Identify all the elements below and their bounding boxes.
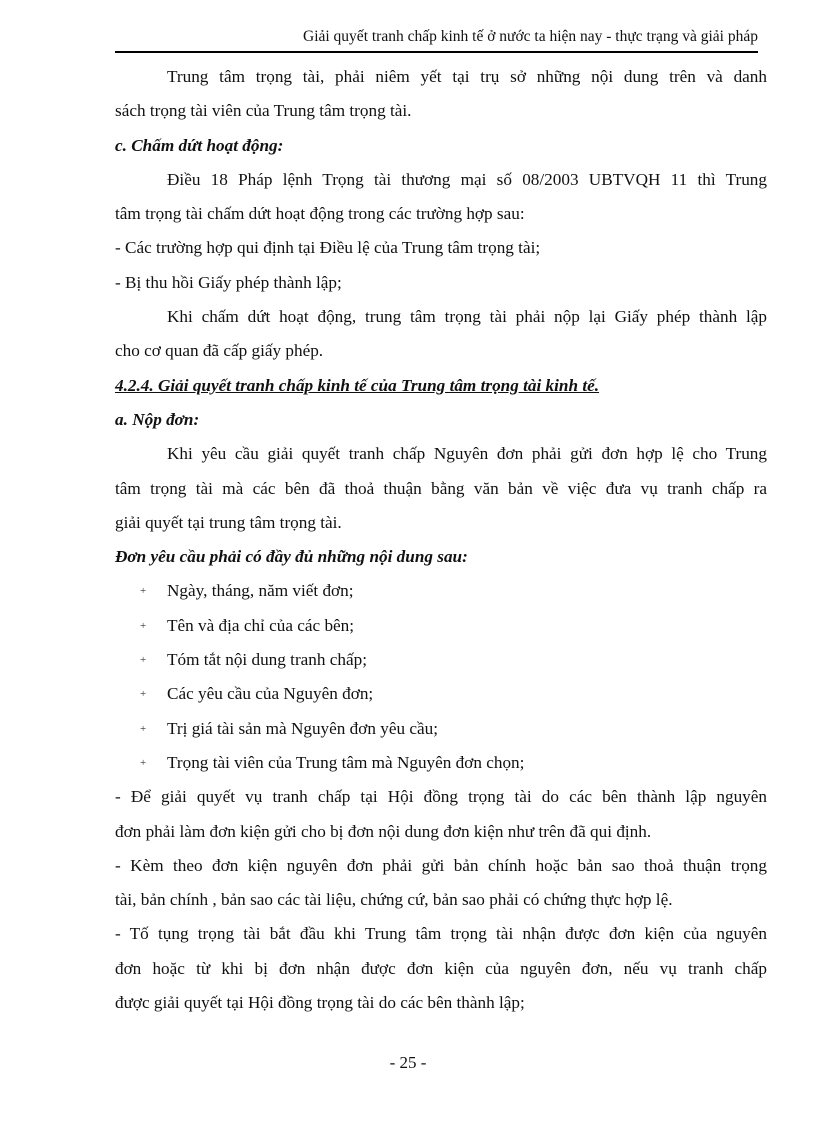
list-item-text: Các yêu cầu của Nguyên đơn;: [167, 684, 374, 704]
paragraph-line: được giải quyết tại Hội đồng trọng tài do các bên thành lập;: [115, 993, 525, 1013]
list-item: [115, 643, 767, 677]
plus-bullet-icon: +: [140, 619, 147, 632]
paragraph-line: - Để giải quyết vụ tranh chấp tại Hội đồng trọng tài do các bên thành lập nguyên: [115, 787, 767, 807]
section-heading-424: 4.2.4. Giải quyết tranh chấp kinh tế của Trung tâm trọng tài kinh tế.: [115, 375, 600, 395]
paragraph-line: sách trọng tài viên của Trung tâm trọng tài.: [115, 101, 412, 121]
list-item: [115, 712, 767, 746]
list-item-text: Trị giá tài sản mà Nguyên đơn yêu cầu;: [167, 718, 438, 738]
page-content: [115, 60, 767, 1020]
paragraph-line: - Kèm theo đơn kiện nguyên đơn phải gửi bản chính hoặc bản sao thoả thuận trọng: [115, 855, 767, 875]
paragraph-line: cho cơ quan đã cấp giấy phép.: [115, 341, 324, 361]
list-item-text: Trọng tài viên của Trung tâm mà Nguyên đơn chọn;: [167, 752, 525, 772]
paragraph-line: giải quyết tại trung tâm trọng tài.: [115, 512, 342, 532]
plus-bullet-icon: +: [140, 654, 147, 667]
page-header: [115, 22, 758, 53]
paragraph-line: Điều 18 Pháp lệnh Trọng tài thương mại số 08/2003 UBTVQH 11 thì Trung: [167, 169, 767, 189]
paragraph-line: Khi yêu cầu giải quyết tranh chấp Nguyên đơn phải gửi đơn hợp lệ cho Trung: [167, 444, 767, 464]
requirements-heading: Đơn yêu cầu phải có đầy đủ những nội dung sau:: [115, 547, 468, 567]
paragraph-line: - Tố tụng trọng tài bắt đầu khi Trung tâm trọng tài nhận được đơn kiện của nguyên: [115, 924, 767, 944]
list-item: [115, 574, 767, 608]
page-number: - 25 -: [389, 1053, 427, 1072]
section-heading-a: a. Nộp đơn:: [115, 409, 200, 429]
paragraph-line: Khi chấm dứt hoạt động, trung tâm trọng tài phải nộp lại Giấy phép thành lập: [167, 307, 767, 327]
plus-bullet-icon: +: [140, 756, 147, 769]
paragraph-line: tài, bản chính , bản sao các tài liệu, chứng cứ, bản sao phải có chứng thực hợp lệ.: [115, 890, 673, 910]
paragraph-line: tâm trọng tài mà các bên đã thoả thuận bằng văn bản về việc đưa vụ tranh chấp ra: [115, 478, 767, 498]
list-item-text: Tóm tắt nội dung tranh chấp;: [167, 650, 367, 670]
dash-item: - Các trường hợp qui định tại Điều lệ của Trung tâm trọng tài;: [115, 238, 541, 258]
dash-item: - Bị thu hồi Giấy phép thành lập;: [115, 272, 342, 292]
plus-bullet-icon: +: [140, 688, 147, 701]
header-title: Giải quyết tranh chấp kinh tế ở nước ta hiện nay - thực trạng và giải pháp: [303, 28, 758, 45]
plus-bullet-icon: +: [140, 722, 147, 735]
paragraph-line: đơn hoặc từ khi bị đơn nhận được đơn kiện của nguyên đơn, nếu vụ tranh chấp: [115, 958, 767, 978]
list-item-text: Ngày, tháng, năm viết đơn;: [167, 581, 354, 601]
section-heading-c: c. Chấm dứt hoạt động:: [115, 135, 284, 155]
paragraph-line: Trung tâm trọng tài, phải niêm yết tại trụ sở những nội dung trên và danh: [167, 67, 767, 86]
paragraph-line: đơn phải làm đơn kiện gửi cho bị đơn nội dung đơn kiện như trên đã qui định.: [115, 821, 652, 841]
paragraph-line: tâm trọng tài chấm dứt hoạt động trong các trường hợp sau:: [115, 204, 525, 224]
list-item-text: Tên và địa chỉ của các bên;: [167, 615, 355, 635]
list-item: [115, 677, 767, 711]
list-item: [115, 609, 767, 643]
list-item: [115, 746, 767, 780]
plus-bullet-icon: +: [140, 585, 147, 598]
page-footer: [0, 1053, 816, 1073]
